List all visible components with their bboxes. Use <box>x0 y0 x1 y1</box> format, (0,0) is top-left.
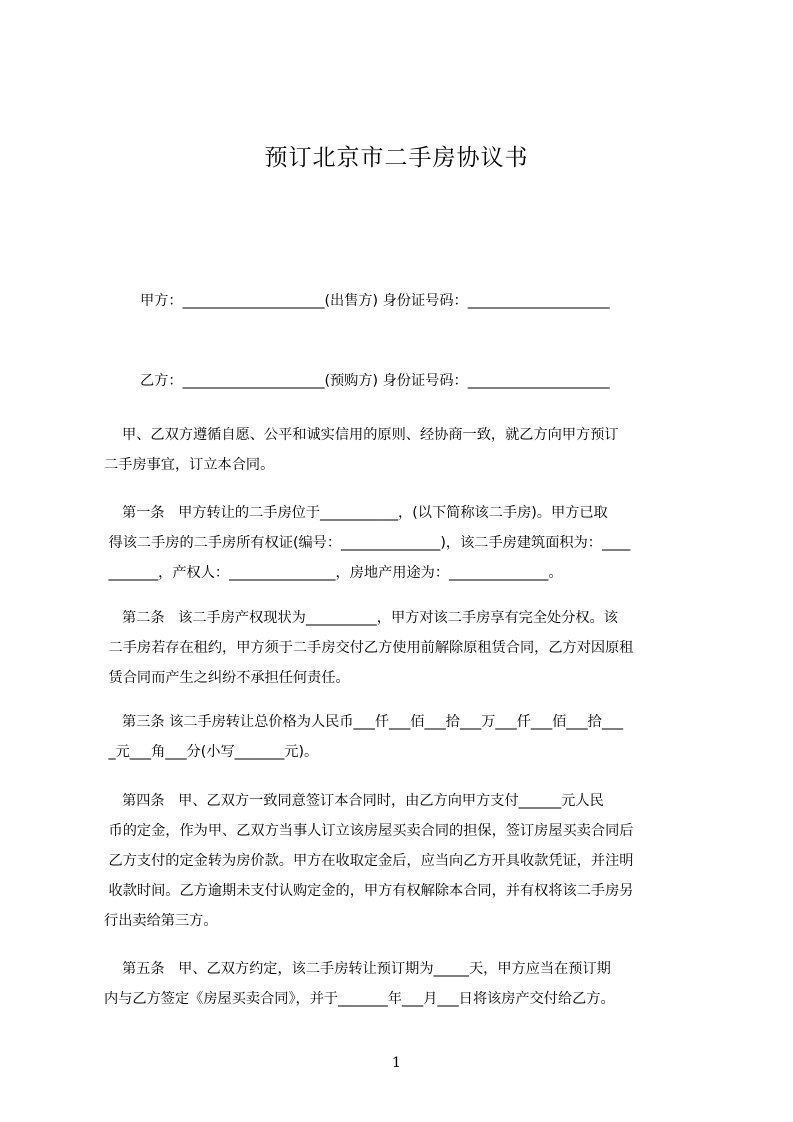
article-3 <box>104 707 700 767</box>
page-number: 1 <box>392 1055 401 1071</box>
article-4-line: 币的定金，作为甲、乙双方当事人订立该房屋买卖合同的担保，签订房屋买卖合同后 <box>104 823 634 839</box>
article-4-line: 收款时间。乙方逾期未支付认购定金的，甲方有权解除本合同，并有权将该二手房另 <box>104 883 634 899</box>
party-b-line: 乙方：____________________(预购方) 身份证号码：____________________ <box>140 373 610 389</box>
intro-paragraph <box>104 420 700 480</box>
article-2-line: 赁合同而产生之纠纷不承担任何责任。 <box>104 670 350 686</box>
document-title: 预订北京市二手房协议书 <box>264 145 529 171</box>
article-1-line: 得该二手房的二手房所有权证(编号：______________)，该二手房建筑面积为：____ <box>104 535 631 551</box>
article-4-line: 乙方支付的定金转为房价款。甲方在收取定金后，应当向乙方开具收款凭证，并注明 <box>104 853 634 869</box>
article-1-line: _______，产权人：_______________，房地产用途为：______________。 <box>104 565 563 581</box>
article-5 <box>104 954 700 1014</box>
article-4-line: 第四条 甲、乙双方一致同意签订本合同时，由乙方向甲方支付______元人民 <box>104 793 604 809</box>
article-1 <box>104 498 700 588</box>
article-2-line: 第二条 该二手房产权现状为__________，甲方对该二手房享有完全处分权。该 <box>104 610 618 626</box>
article-1-line: 第一条 甲方转让的二手房位于___________，(以下简称该二手房)。甲方已取 <box>104 505 608 521</box>
intro-line: 甲、乙双方遵循自愿、公平和诚实信用的原则、经协商一致，就乙方向甲方预订 <box>104 427 619 443</box>
article-3-line: 第三条 该二手房转让总价格为人民币___仟___佰___拾___万___仟___佰___拾___ <box>104 714 624 730</box>
intro-line: 二手房事宜，订立本合同。 <box>104 457 275 473</box>
article-5-line: 内与乙方签定《房屋买卖合同》，并于_______年___月___日将该房产交付给乙方。 <box>104 991 615 1007</box>
article-4-line: 行出卖给第三方。 <box>104 913 218 929</box>
article-2 <box>104 603 700 693</box>
party-a-line: 甲方：____________________(出售方) 身份证号码：____________________ <box>140 293 610 309</box>
article-4 <box>104 786 700 936</box>
article-5-line: 第五条 甲、乙双方约定，该二手房转让预订期为_____天，甲方应当在预订期 <box>104 961 611 977</box>
article-2-line: 二手房若存在租约，甲方须于二手房交付乙方使用前解除原租赁合同，乙方对因原租 <box>104 640 634 656</box>
article-3-line: _元___角___分(小写_______元)。 <box>104 744 319 760</box>
